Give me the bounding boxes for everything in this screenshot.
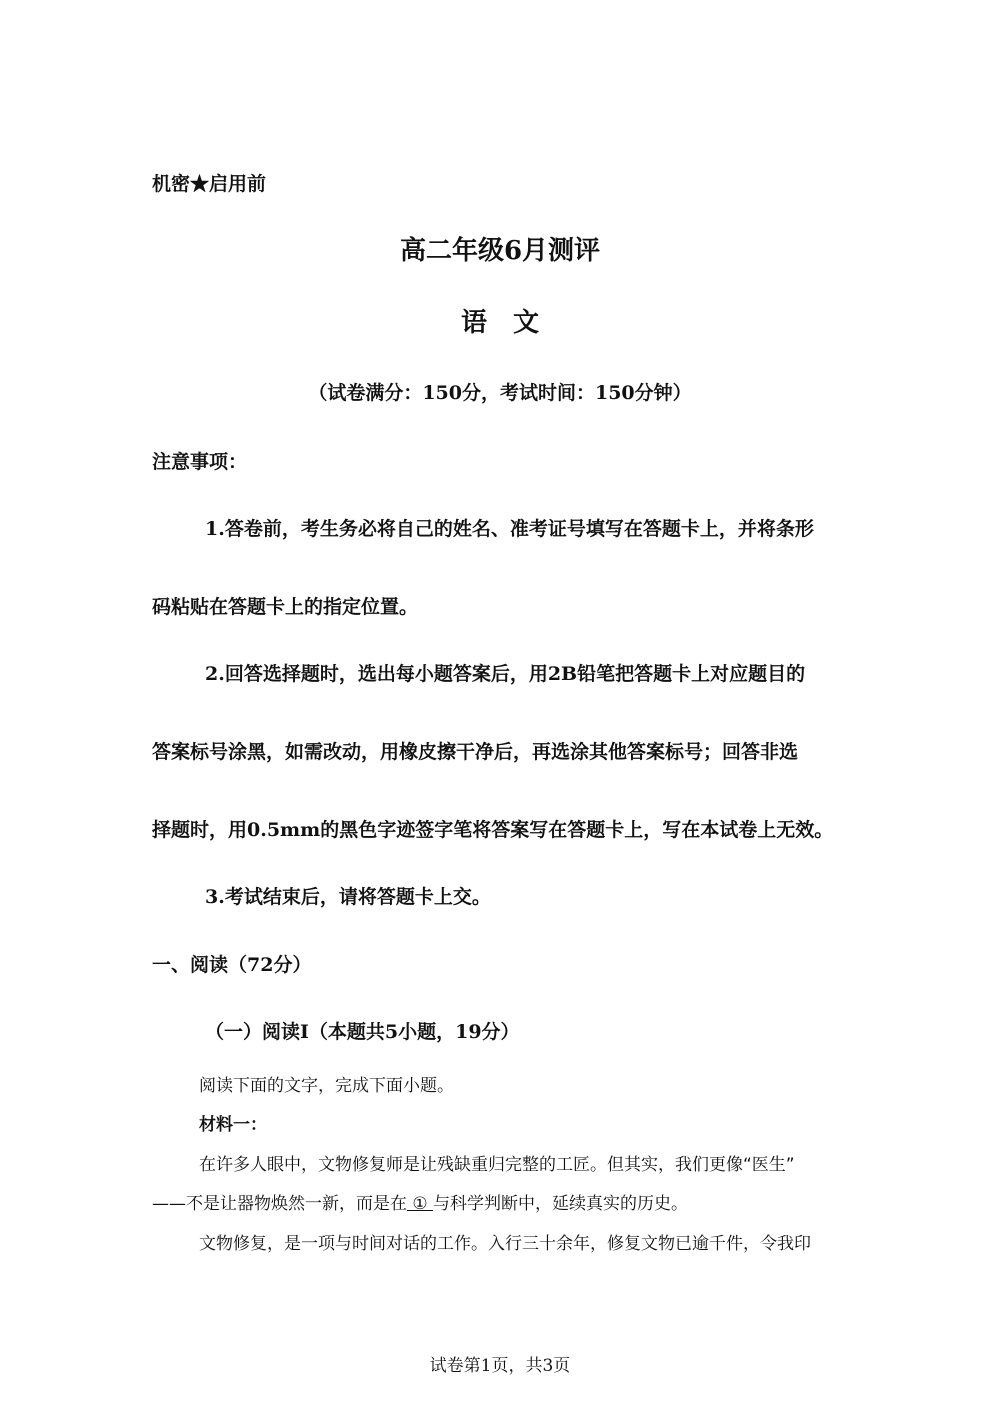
- paragraph1-line2-end: 与科学判断中，延续真实的历史。: [433, 1194, 689, 1214]
- paragraph2-line1: 文物修复，是一项与时间对话的工作。入行三十余年，修复文物已逾千件，令我印: [199, 1234, 811, 1254]
- section1-heading: 一、阅读（72分）: [152, 954, 312, 976]
- material-label: 材料一：: [199, 1115, 267, 1135]
- reading-instruction: 阅读下面的文字，完成下面小题。: [199, 1076, 454, 1096]
- subject-title: 语 文: [460, 308, 539, 338]
- answer-blank-1: ①: [407, 1194, 434, 1214]
- paragraph1-line2: [152, 1194, 688, 1214]
- exam-title: 高二年级6月测评: [399, 236, 601, 266]
- notes-item2-line2: 答案标号涂黑，如需改动，用橡皮擦干净后，再选涂其他答案标号；回答非选: [152, 741, 799, 763]
- paragraph1-line2-start: ——不是让器物焕然一新，而是在: [152, 1194, 407, 1214]
- notes-heading: 注意事项：: [152, 451, 248, 473]
- section1-subheading: （一）阅读Ⅰ（本题共5小题，19分）: [205, 1021, 520, 1043]
- exam-info: （试卷满分：150分，考试时间：150分钟）: [308, 382, 692, 404]
- notes-item2-line3: 择题时，用0.5mm的黑色字迹签字笔将答案写在答题卡上，写在本试卷上无效。: [152, 819, 834, 841]
- page-footer: 试卷第1页，共3页: [429, 1356, 571, 1376]
- notes-item1-line1: 1.答卷前，考生务必将自己的姓名、准考证号填写在答题卡上，并将条形: [205, 518, 814, 540]
- notes-item2-line1: 2.回答选择题时，选出每小题答案后，用2B铅笔把答题卡上对应题目的: [205, 663, 806, 685]
- notes-item3: 3.考试结束后，请将答题卡上交。: [205, 886, 491, 908]
- confidential-label: 机密★启用前: [152, 173, 267, 195]
- paragraph1-line1: 在许多人眼中，文物修复师是让残缺重归完整的工匠。但其实，我们更像“医生”: [199, 1155, 795, 1175]
- notes-item1-line2: 码粘贴在答题卡上的指定位置。: [152, 596, 419, 618]
